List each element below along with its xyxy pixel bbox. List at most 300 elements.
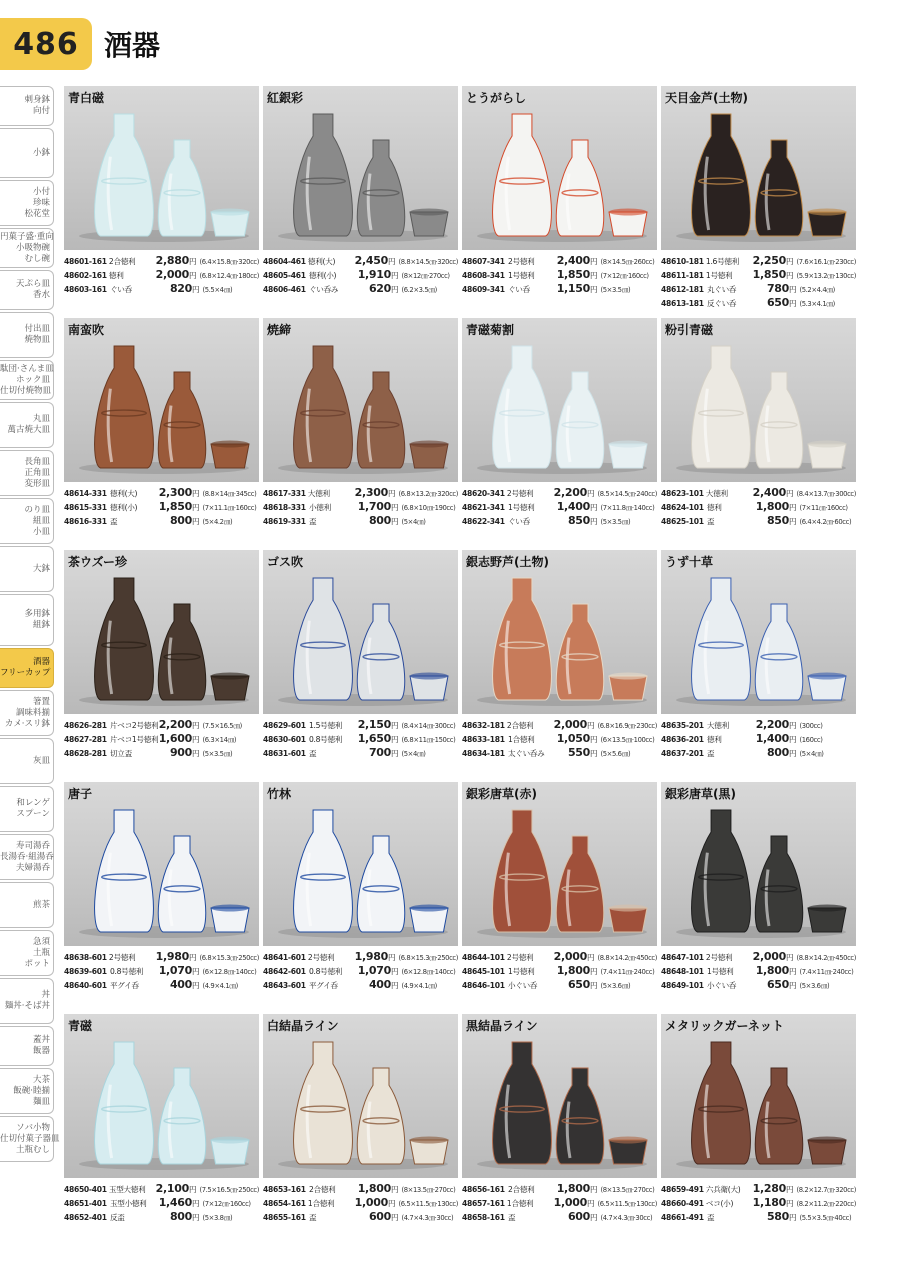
item-code: 48648-101 (661, 967, 704, 976)
sidebar-tab[interactable] (0, 738, 54, 784)
yen-unit: 円 (391, 749, 399, 758)
item-description: 2合徳利 (508, 1185, 535, 1194)
product-item-line (263, 964, 458, 978)
product-photo (462, 318, 657, 482)
product-item-line (462, 978, 657, 992)
sidebar-tab-label: 焼物皿 (24, 335, 50, 345)
item-price: 2,400 (752, 486, 786, 499)
product-item-line (263, 268, 458, 282)
item-code: 48630-601 (263, 735, 306, 744)
product-card[interactable] (64, 86, 259, 311)
item-spec: (8×13.5㎝·270cc) (600, 1186, 655, 1194)
sidebar-tab[interactable] (0, 594, 54, 646)
item-code: 48659-491 (661, 1185, 704, 1194)
sidebar-tab[interactable] (0, 786, 54, 832)
product-item-line (462, 1182, 657, 1196)
item-description: 0.8号徳利 (309, 967, 343, 976)
product-item-line (462, 486, 657, 500)
item-code: 48639-601 (64, 967, 107, 976)
yen-unit: 円 (188, 257, 197, 266)
item-code: 48657-161 (462, 1199, 505, 1208)
yen-unit: 円 (590, 1185, 598, 1194)
item-price: 1,850 (556, 268, 590, 281)
product-item-list (263, 718, 458, 760)
product-card[interactable] (661, 550, 856, 775)
item-spec: (5×4.2㎝) (202, 518, 233, 526)
sidebar-tab[interactable] (0, 312, 54, 358)
item-spec: (8.4×14㎝·300cc) (401, 722, 456, 730)
item-description: ぐい呑 (508, 285, 530, 294)
sidebar-tab[interactable] (0, 834, 54, 880)
item-price: 400 (169, 978, 192, 991)
sidebar-tab[interactable] (0, 360, 54, 400)
product-card[interactable] (462, 86, 657, 311)
item-price: 2,150 (357, 718, 391, 731)
page-title: 酒器 (104, 29, 161, 62)
product-item-line (64, 978, 259, 992)
item-spec: (7.5×16.5㎝·250cc) (199, 1186, 259, 1194)
item-description: 1号徳利 (508, 503, 535, 512)
item-description: 小徳利 (309, 503, 331, 512)
item-price: 2,000 (752, 950, 786, 963)
product-photo (462, 550, 657, 714)
product-card[interactable] (263, 318, 458, 543)
item-description: 盃 (309, 749, 317, 758)
sidebar-tab-label: 香水 (32, 290, 50, 300)
sidebar-tab-label: 天ぷら皿 (15, 279, 50, 289)
item-description: 徳利(小) (309, 271, 337, 280)
sidebar-tab-label: 土瓶 (32, 947, 50, 958)
product-item-list (462, 254, 657, 296)
product-photo (462, 782, 657, 946)
sidebar-tab-label: 丸皿 (32, 414, 50, 424)
product-item-list (661, 718, 856, 760)
sidebar-tab[interactable] (0, 128, 54, 178)
item-spec: (8.4×13.7㎝·300cc) (796, 490, 856, 498)
item-price: 1,700 (357, 500, 391, 513)
item-price: 1,460 (158, 1196, 192, 1209)
sidebar-tab[interactable] (0, 978, 54, 1024)
item-price: 820 (169, 282, 192, 295)
item-price: 2,000 (155, 268, 189, 281)
yen-unit: 円 (391, 967, 399, 976)
product-item-list (462, 1182, 657, 1224)
product-item-line (263, 1182, 458, 1196)
product-item-line (263, 1196, 458, 1210)
item-spec: (6.8×12.4㎝·180cc) (199, 272, 259, 280)
category-sidebar (0, 86, 60, 1164)
item-price: 1,070 (158, 964, 192, 977)
sidebar-tab-label: カメ·スリ鉢 (4, 718, 50, 729)
sidebar-tab[interactable] (0, 882, 54, 928)
item-description: 徳利(小) (110, 503, 138, 512)
product-item-line (263, 282, 458, 296)
item-description: 盃 (707, 517, 715, 526)
sidebar-tab-label: 長湯呑·組湯呑 (0, 851, 54, 862)
item-price: 1,800 (755, 964, 789, 977)
item-description: ぐい呑 (110, 285, 132, 294)
product-card[interactable] (661, 86, 856, 311)
item-description: 1号徳利 (508, 271, 535, 280)
product-item-list (263, 486, 458, 528)
yen-unit: 円 (785, 271, 794, 280)
sidebar-tab-label: 飯器 (32, 1046, 50, 1056)
product-item-list (661, 486, 856, 528)
product-item-line (462, 282, 657, 296)
item-spec: (8×14.5㎝·260cc) (600, 258, 655, 266)
item-description: 切立盃 (110, 749, 132, 758)
item-price: 1,600 (158, 732, 192, 745)
sake-set-illustration (462, 86, 657, 250)
sidebar-tab[interactable] (0, 180, 54, 226)
item-spec: (6.5×11.5㎝·130cc) (398, 1200, 458, 1208)
item-price: 600 (368, 1210, 391, 1223)
item-code: 48661-491 (661, 1213, 704, 1222)
product-item-line (462, 1196, 657, 1210)
product-item-line (661, 514, 856, 528)
item-spec: (8.8×14.2㎝·450cc) (796, 954, 856, 962)
item-description: 丸ぐい呑 (707, 285, 737, 294)
product-card[interactable] (462, 550, 657, 775)
item-description: 2合徳利 (108, 257, 136, 266)
item-description: 1号徳利 (707, 967, 734, 976)
item-code: 48604-461 (263, 257, 306, 266)
item-price: 2,300 (158, 486, 192, 499)
product-item-line (263, 718, 458, 732)
product-series-name: 青磁 (68, 1019, 93, 1033)
yen-unit: 円 (590, 749, 598, 758)
yen-unit: 円 (586, 953, 595, 962)
item-description: 徳利(大) (307, 257, 336, 266)
product-item-line (64, 732, 259, 746)
item-price: 2,000 (553, 950, 587, 963)
product-item-line (462, 1210, 657, 1224)
yen-unit: 円 (192, 749, 200, 758)
item-code: 48608-341 (462, 271, 505, 280)
item-price: 2,880 (155, 254, 189, 267)
item-spec: (5.9×13.2㎝·130cc) (796, 272, 856, 280)
product-photo (661, 550, 856, 714)
product-item-line (661, 254, 856, 268)
item-price: 1,800 (556, 1182, 590, 1195)
page-number: 486 (0, 18, 92, 70)
sidebar-tab[interactable] (0, 402, 54, 448)
sidebar-tab-label: 調味料揃 (15, 707, 50, 718)
product-card[interactable] (64, 1014, 259, 1239)
sidebar-tab-label: フリーカップ (0, 668, 51, 678)
sake-set-illustration (661, 86, 856, 250)
sidebar-tab[interactable] (0, 1026, 54, 1066)
product-series-name: うず十草 (665, 555, 714, 569)
product-item-line (462, 950, 657, 964)
item-spec: (8.2×11.2㎝·220cc) (796, 1200, 856, 1208)
product-card[interactable] (661, 318, 856, 543)
sidebar-tab[interactable] (0, 86, 54, 126)
sake-set-illustration (263, 1014, 458, 1178)
item-description: 2号徳利 (506, 953, 534, 962)
product-item-line (661, 746, 856, 760)
product-card[interactable] (64, 782, 259, 1007)
product-card[interactable] (263, 1014, 458, 1239)
yen-unit: 円 (789, 285, 797, 294)
item-description: 盃 (508, 1213, 516, 1222)
sidebar-tab[interactable] (0, 1116, 60, 1162)
item-price: 1,800 (755, 500, 789, 513)
yen-unit: 円 (590, 285, 598, 294)
item-description: 片ベコ2号徳利 (110, 721, 159, 730)
item-description: 2号徳利 (705, 953, 733, 962)
sidebar-tab-label: ソバ小物 (16, 1122, 50, 1133)
yen-unit: 円 (789, 1213, 797, 1222)
sake-set-illustration (64, 782, 259, 946)
item-price: 1,400 (556, 500, 590, 513)
product-photo (263, 1014, 458, 1178)
product-card[interactable] (263, 782, 458, 1007)
sake-set-illustration (661, 550, 856, 714)
item-description: 盃 (707, 749, 715, 758)
sake-set-illustration (263, 550, 458, 714)
product-card[interactable] (263, 86, 458, 311)
product-item-line (661, 950, 856, 964)
item-price: 800 (169, 1210, 192, 1223)
sake-set-illustration (263, 318, 458, 482)
product-series-name: メタリックガーネット (665, 1019, 784, 1033)
product-series-name: 竹林 (267, 787, 292, 801)
sidebar-tab[interactable] (0, 546, 54, 592)
item-spec: (4.7×4.3㎝·30cc) (401, 1214, 454, 1222)
sidebar-tab[interactable] (0, 228, 54, 268)
sidebar-tab-label: スプーン (16, 809, 50, 819)
item-code: 48622-341 (462, 517, 505, 526)
product-card[interactable] (661, 1014, 856, 1239)
item-code: 48633-181 (462, 735, 505, 744)
item-description: 1合徳利 (508, 735, 535, 744)
item-spec: (7.6×16.1㎝·230cc) (796, 258, 856, 266)
item-price: 1,850 (158, 500, 192, 513)
item-description: 1.5号徳利 (309, 721, 343, 730)
item-spec: (6.4×4.2㎝·60cc) (799, 518, 852, 526)
item-spec: (6×12.8㎝·140cc) (202, 968, 257, 976)
item-code: 48615-331 (64, 503, 107, 512)
sidebar-tab-label: 長角皿 (24, 456, 50, 467)
item-spec: (5×3.8㎝) (202, 1214, 233, 1222)
item-code: 48629-601 (263, 721, 306, 730)
item-description: 1号徳利 (705, 271, 733, 280)
product-photo (462, 86, 657, 250)
item-spec: (7×11㎝·160cc) (799, 504, 848, 512)
item-price: 700 (368, 746, 391, 759)
yen-unit: 円 (387, 257, 396, 266)
product-item-line (263, 500, 458, 514)
item-code: 48618-331 (263, 503, 306, 512)
sidebar-tab-label: 仕切付焼物皿 (0, 385, 52, 396)
sidebar-tab-label: 松花堂 (24, 208, 50, 219)
sidebar-tab[interactable] (0, 648, 54, 688)
item-price: 2,250 (752, 254, 786, 267)
item-price: 800 (169, 514, 192, 527)
product-card[interactable] (64, 550, 259, 775)
product-card[interactable] (462, 1014, 657, 1239)
sidebar-tab-label: 大鉢 (32, 563, 50, 574)
yen-unit: 円 (789, 735, 797, 744)
item-spec: (7×11.8㎝·140cc) (600, 504, 655, 512)
product-card[interactable] (462, 782, 657, 1007)
product-series-name: 焼締 (267, 323, 292, 337)
product-item-line (661, 296, 856, 310)
product-item-list (462, 950, 657, 992)
yen-unit: 円 (785, 1199, 794, 1208)
item-price: 1,980 (354, 950, 388, 963)
item-price: 2,200 (158, 718, 192, 731)
product-card[interactable] (64, 318, 259, 543)
item-price: 650 (766, 978, 789, 991)
product-series-name: 青白磁 (68, 91, 105, 105)
item-description: 2号徳利 (108, 953, 136, 962)
product-item-list (64, 1182, 259, 1224)
product-series-name: 銀彩唐草(黒) (665, 787, 736, 801)
yen-unit: 円 (586, 1199, 595, 1208)
item-code: 48637-201 (661, 749, 704, 758)
product-card[interactable] (263, 550, 458, 775)
item-spec: (5.3×4.1㎝) (799, 300, 835, 308)
product-photo (64, 1014, 259, 1178)
item-code: 48653-161 (263, 1185, 306, 1194)
item-description: 盃 (110, 517, 118, 526)
item-description: 盃 (707, 1213, 715, 1222)
item-spec: (5×3.6㎝) (799, 982, 830, 990)
yen-unit: 円 (188, 271, 197, 280)
product-item-line (64, 514, 259, 528)
item-code: 48640-601 (64, 981, 107, 990)
item-description: 1.6号徳利 (705, 257, 739, 266)
item-code: 48647-101 (661, 953, 704, 962)
sidebar-tab[interactable] (0, 498, 54, 544)
item-price: 1,070 (357, 964, 391, 977)
sidebar-tab-label: 珍味 (32, 197, 50, 208)
yen-unit: 円 (192, 1199, 200, 1208)
product-series-name: 銀彩唐草(赤) (466, 787, 537, 801)
product-item-line (64, 500, 259, 514)
item-description: 反盃 (110, 1213, 125, 1222)
product-item-line (263, 950, 458, 964)
yen-unit: 円 (192, 517, 200, 526)
yen-unit: 円 (789, 517, 797, 526)
yen-unit: 円 (387, 489, 396, 498)
item-spec: (6.3×14㎝) (202, 736, 237, 744)
yen-unit: 円 (387, 1199, 396, 1208)
sidebar-tab-label: 組皿 (32, 515, 50, 526)
item-price: 650 (567, 978, 590, 991)
item-code: 48649-101 (661, 981, 704, 990)
item-spec: (5.2×4.4㎝) (799, 286, 835, 294)
sidebar-tab[interactable] (0, 930, 54, 976)
product-photo (661, 1014, 856, 1178)
product-series-name: とうがらし (466, 91, 527, 105)
yen-unit: 円 (391, 981, 399, 990)
yen-unit: 円 (192, 735, 200, 744)
item-price: 1,400 (755, 732, 789, 745)
product-item-line (462, 746, 657, 760)
product-item-line (462, 964, 657, 978)
yen-unit: 円 (391, 271, 399, 280)
product-item-line (64, 282, 259, 296)
product-card[interactable] (462, 318, 657, 543)
item-code: 48652-401 (64, 1213, 107, 1222)
item-code: 48650-401 (64, 1185, 107, 1194)
item-spec: (5×3.5㎝) (600, 286, 631, 294)
sidebar-tab-label: 変形皿 (24, 478, 50, 489)
item-code: 48651-401 (64, 1199, 107, 1208)
product-card[interactable] (661, 782, 856, 1007)
product-photo (64, 318, 259, 482)
product-item-list (263, 254, 458, 296)
item-code: 48642-601 (263, 967, 306, 976)
sidebar-tab-label: 酒器 (32, 657, 50, 667)
product-item-list (64, 486, 259, 528)
sidebar-tab[interactable] (0, 1068, 54, 1114)
sidebar-tab[interactable] (0, 450, 54, 496)
product-item-line (263, 746, 458, 760)
sidebar-tab-label: 煎茶 (32, 899, 50, 910)
sidebar-tab-label: のり皿 (24, 504, 50, 515)
yen-unit: 円 (188, 953, 197, 962)
item-spec: (8.8×14.2㎝·450cc) (597, 954, 657, 962)
sidebar-tab-label: 夫婦湯呑 (15, 862, 50, 873)
item-spec: (8.8×14㎝·345cc) (202, 490, 257, 498)
product-item-line (661, 268, 856, 282)
item-spec: (8.2×12.7㎝·320cc) (796, 1186, 856, 1194)
product-item-line (64, 964, 259, 978)
item-description: 2号徳利 (508, 257, 535, 266)
item-price: 1,050 (556, 732, 590, 745)
yen-unit: 円 (391, 503, 399, 512)
item-spec: (4.7×4.3㎝·30cc) (600, 1214, 653, 1222)
item-code: 48601-161 (64, 257, 107, 266)
item-price: 1,280 (752, 1182, 786, 1195)
sidebar-tab[interactable] (0, 270, 54, 310)
sidebar-tab-label: 麺丼·そば丼 (4, 1001, 50, 1011)
item-spec: (5×4㎝) (401, 750, 426, 758)
yen-unit: 円 (192, 1213, 200, 1222)
product-item-list (263, 950, 458, 992)
product-photo (64, 86, 259, 250)
product-photo (64, 550, 259, 714)
sidebar-tab[interactable] (0, 690, 54, 736)
item-code: 48620-341 (462, 489, 505, 498)
item-code: 48610-181 (661, 257, 704, 266)
item-spec: (7×11.1㎝·160cc) (202, 504, 257, 512)
product-series-name: 黒結晶ライン (466, 1019, 538, 1033)
item-spec: (5×4㎝) (799, 750, 824, 758)
yen-unit: 円 (590, 517, 598, 526)
sidebar-tab-label: 萬古焼大皿 (7, 425, 50, 435)
item-spec: (160cc) (799, 736, 823, 744)
sidebar-tab-label: 組鉢 (32, 620, 50, 630)
yen-unit: 円 (785, 1185, 794, 1194)
yen-unit: 円 (192, 967, 200, 976)
product-series-name: 唐子 (68, 787, 93, 801)
product-item-list (462, 718, 657, 760)
yen-unit: 円 (789, 749, 797, 758)
product-item-line (462, 718, 657, 732)
sake-set-illustration (64, 1014, 259, 1178)
product-series-name: 天目金芦(土物) (665, 91, 748, 105)
yen-unit: 円 (391, 517, 399, 526)
sake-set-illustration (661, 318, 856, 482)
item-code: 48609-341 (462, 285, 505, 294)
item-code: 48619-331 (263, 517, 306, 526)
sake-set-illustration (462, 550, 657, 714)
